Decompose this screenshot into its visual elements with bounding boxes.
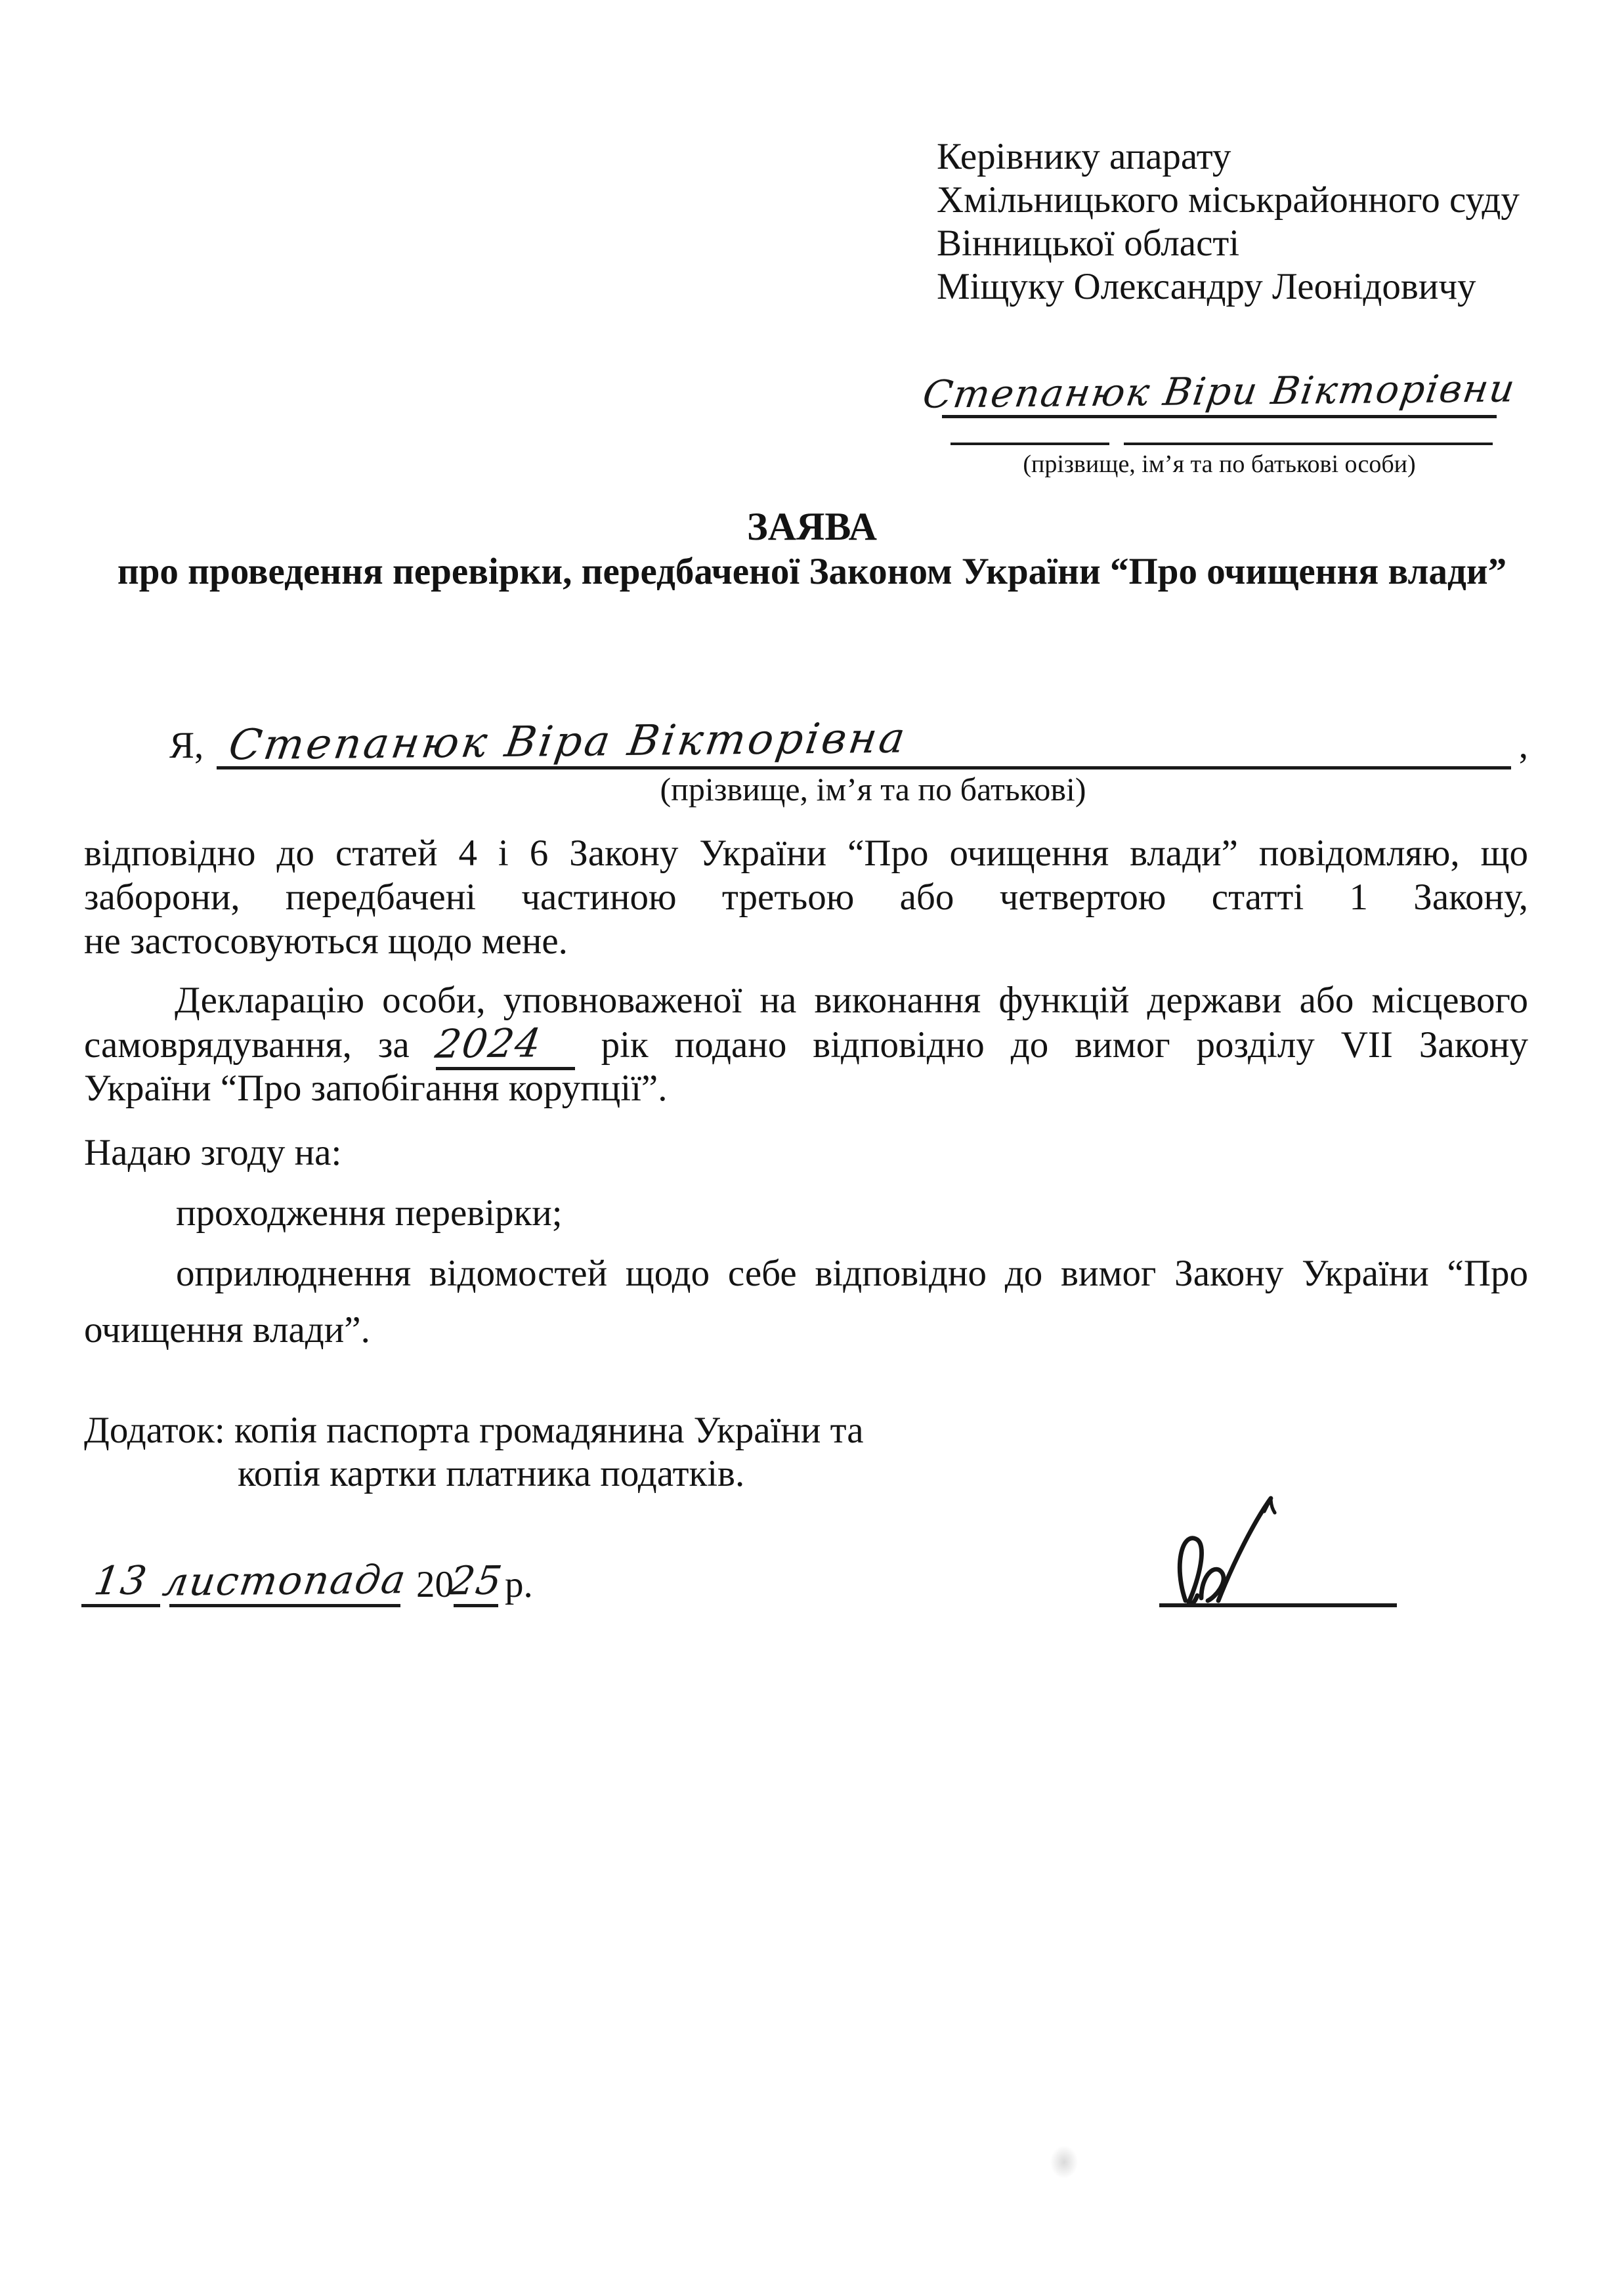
date-era-label: р. [505,1564,533,1605]
declarant-name-caption: (прізвище, ім’я та по батькові) [660,771,1086,808]
handwritten-declarant-name: Степанюк Віра Вікторівна [225,714,911,770]
applicant-name-caption: (прізвище, ім’я та по батькові особи) [1023,450,1416,478]
annex-line1: Додаток: копія паспорта громадянина України та [84,1410,864,1451]
handwritten-year-suffix: 25 [446,1557,506,1605]
consent-item-check: проходження перевірки; [176,1192,563,1234]
handwritten-day: 13 [91,1557,151,1605]
declarant-name-underline [217,714,1510,770]
paragraph-no-bans-line2: заборони, передбачені частиною третьою або четвертою статті 1 Закону, [84,877,1528,918]
annex-line2: копія картки платника податків. [238,1453,745,1494]
declaration-year-after: рік подано відповідно до вимог розділу VII Закону [601,1024,1529,1066]
handwritten-month: листопада [160,1557,410,1605]
addressee-line: Керівнику апарату [937,136,1231,177]
addressee-line: Міщуку Олександру Леонідовичу [937,266,1476,307]
date-row [81,1555,533,1607]
paragraph-declaration-line1: Декларацію особи, уповноваженої на виконання функцій держави або місцевого [175,980,1528,1021]
signature-underline [1159,1603,1397,1607]
scan-artifact [1050,2146,1078,2178]
applicant-name-field [920,353,1519,418]
blank-underline-right [1124,443,1493,445]
consent-heading: Надаю згоду на: [84,1132,342,1173]
declarant-trailing-comma: , [1518,725,1528,766]
declarant-line [84,716,1528,769]
signature-stroke-icon [1149,1496,1411,1606]
addressee-block [937,135,1520,309]
consent-item-publish-line1: оприлюднення відомостей щодо себе відповідно до вимог Закону України “Про [176,1253,1528,1294]
date-month-underline [160,1557,410,1607]
paragraph-declaration-line2 [84,1022,1528,1070]
handwritten-declaration-year: 2024 [432,1020,545,1068]
signature-area [1149,1496,1411,1606]
statement-subtitle: про проведення перевірки, передбаченої Законом України “Про очищення влади” [117,551,1507,592]
declarant-prefix: Я, [169,725,204,766]
paragraph-no-bans-line1: відповідно до статей 4 і 6 Закону України “Про очищення влади” повідомляю, що [84,833,1528,874]
consent-item-publish-line2: очищення влади”. [84,1309,370,1351]
addressee-line: Хмільницького міськрайонного суду [937,179,1520,221]
date-year-prefix: 20 [416,1564,454,1605]
handwritten-applicant-name: Степанюк Віри Вікторівни [920,366,1519,417]
paragraph-no-bans-line3: не застосовуються щодо мене. [84,921,568,962]
declaration-year-underline [432,1020,575,1070]
date-day-underline [81,1558,160,1607]
blank-underline-left [951,443,1109,445]
declaration-year-before: самоврядування, за [84,1024,410,1066]
date-year-underline [446,1557,506,1607]
statement-title: ЗАЯВА [747,505,877,548]
paragraph-declaration-line3: України “Про запобігання корупції”. [84,1068,668,1109]
addressee-line: Вінницької області [937,223,1240,264]
